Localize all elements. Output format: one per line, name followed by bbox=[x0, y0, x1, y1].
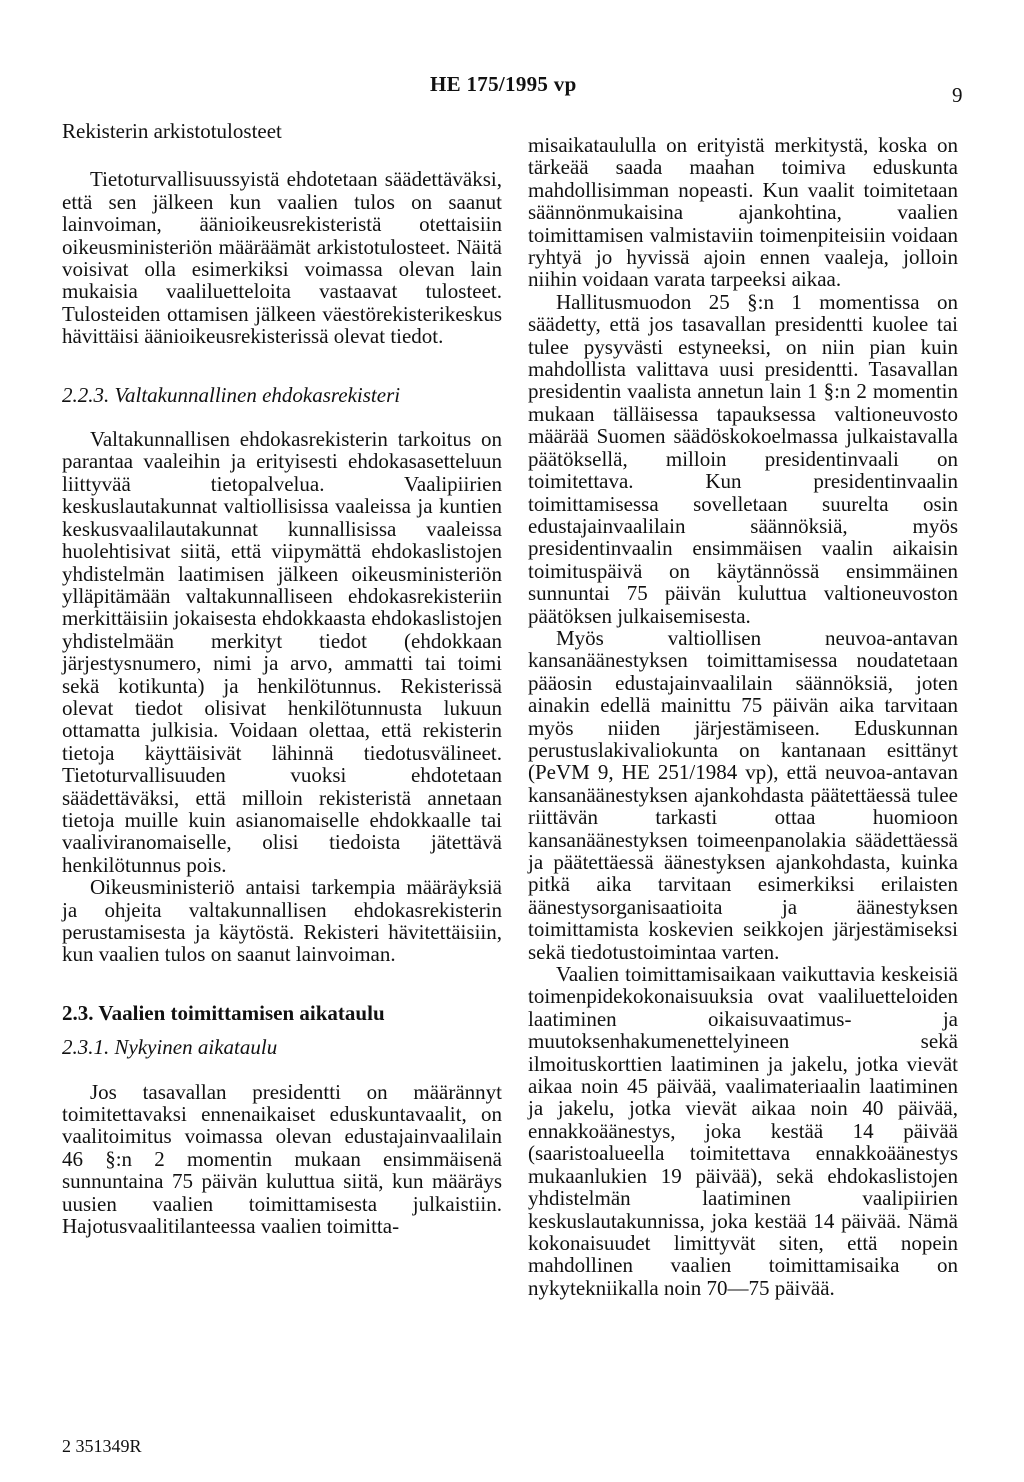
page-number: 9 bbox=[952, 83, 963, 107]
paragraph-presidential-election: Hallitusmuodon 25 §:n 1 momentissa on säädetty, että jos tasavallan presidentti kuolee tai tulee pysyvästi estyneeksi, on niin pian kuin mahdollista valittava uusi presidentti. Tasavallan presidentin vaalista annetun lain 1 §:n 2 momentin mukaan tälläisessa tapauksessa valtioneuvosto määrää Suomen säädöskokoelmassa julkaistavalla päätöksellä, milloin presidentinvaali on toimitettava. Kun presidentinvaalin toimittamisessa sovelletaan suurelta osin edustajainvaalilain säännöksiä, myös presidentinvaalin ensimmäisen vaalin aikaisin toimituspäivä on käytännössä ensimmäinen sunnuntai 75 päivän kuluttua valtioneuvoston päätöksen julkaisemisesta. bbox=[528, 289, 958, 628]
left-column bbox=[62, 120, 502, 1237]
footer-print-code: 2 351349R bbox=[62, 1436, 142, 1456]
section-heading-archive-printouts: Rekisterin arkistotulosteet bbox=[62, 119, 282, 143]
paragraph-ministry-instructions: Oikeusministeriö antaisi tarkempia määräyksiä ja ohjeita valtakunnallisen ehdokasrekisterin perustamisesta ja käytöstä. Rekisteri hävitettäisiin, kun vaalien tulos on saanut lainvoiman. bbox=[62, 875, 502, 967]
paragraph-referendum: Myös valtiollisen neuvoa-antavan kansanäänestyksen toimittamisessa noudatetaan pääosin edustajainvaalilain säännöksiä, joten ainakin edellä mainittu 75 päivän aika tarvitaan myös niiden järjestämiseen. Eduskunnan perustuslakivaliokunta on kantanaan esittänyt (PeVM 9, HE 251/1984 vp), että neuvoa-antavan kansanäänestyksen ajankohdasta päätettäessä tulee riittävän tarkasti ottaa huomioon kansanäänestyksen toimeenpanolakia säädettäessä ja päätettäessä äänestyksen ajankohdasta, kuinka pitkä aika tarvitaan esimerkiksi erilaisten äänestysorganisaatioita ja äänestyksen toimittamista koskevien seikkojen järjestämiseksi sekä tiedotustoimintaa varten. bbox=[528, 625, 958, 964]
section-heading-current-schedule: 2.3.1. Nykyinen aikataulu bbox=[62, 1035, 278, 1060]
paragraph-continuation: misaikataululla on erityistä merkitystä, koska on tärkeää saada maahan toimiva eduskunta mahdollisimman nopeasti. Kun vaalit toimitetaan säännönmukaisina ajankohtina, vaalien toimittamisen valmistaviin toimenpiteisiin voidaan ryhtyä jo hyvissä ajoin ennen vaaleja, jolloin niihin voidaan varata tarpeeksi aikaa. bbox=[528, 133, 958, 292]
right-column bbox=[528, 134, 958, 1299]
paragraph-archive-printouts: Tietoturvallisuussyistä ehdotetaan säädettäväksi, että sen jälkeen kun vaalien tulos on saanut lainvoiman, äänioikeusrekisteristä otettaisiin oikeusministeriön määräämät arkistotulosteet. Näitä voisivat olla esimerkiksi voimassa olevan lain mukaisia vaaliluetteloita vastaavat tulosteet. Tulosteiden ottamisen jälkeen väestörekisterikeskus hävittäisi äänioikeusrekisterissä olevat tiedot. bbox=[62, 167, 502, 349]
section-heading-candidate-register: 2.2.3. Valtakunnallinen ehdokasrekisteri bbox=[62, 382, 401, 407]
document-title: HE 175/1995 vp bbox=[430, 72, 577, 96]
paragraph-candidate-register: Valtakunnallisen ehdokasrekisterin tarkoitus on parantaa vaaleihin ja erityisesti ehdokasasetteluun liittyvää tietopalvelua. Vaalipiirien keskuslautakunnat valtiollisissa vaaleissa ja kuntien keskusvaalilautakunnat kunnallisissa vaaleissa huolehtisivat siitä, että viipymättä ehdokaslistojen yhdistelmän laatimisen jälkeen oikeusministeriön ylläpitämään valtakunnalliseen ehdokasrekisteriin merkittäisiin jokaisesta ehdokkaasta ehdokaslistojen yhdistelmään merkityt tiedot (ehdokkaan järjestysnumero, nimi ja arvo, ammatti tai toimi sekä kotikunta) ja henkilötunnus. Rekisterissä olevat tiedot olisivat henkilötunnusta lukuun ottamatta julkisia. Voidaan olettaa, että rekisterin tietoja käyttäisivät lähinnä tiedotusvälineet. Tietoturvallisuuden vuoksi ehdotetaan säädettäväksi, että milloin rekisteristä annetaan tietoja muille kuin asianomaiselle ehdokkaalle tai vaaliviranomaiselle, olisi tiedoista jätettävä henkilötunnus pois. bbox=[62, 427, 502, 877]
paragraph-early-elections: Jos tasavallan presidentti on määrännyt toimitettavaksi ennenaikaiset eduskuntavaalit, on vaalitoimitus voimassa olevan edustajainvaalilain 46 §:n 2 momentin mukaan ensimmäisenä sunnuntaina 75 päivän kuluttua siitä, kun määräys uusien vaalien toimittamisesta julkaistiin. Hajotusvaalitilanteessa vaalien toimitta- bbox=[62, 1079, 502, 1239]
paragraph-election-timeline: Vaalien toimittamisaikaan vaikuttavia keskeisiä toimenpidekokonaisuuksia ovat vaaliluetteloiden laatiminen oikaisuvaatimus- ja muutoksenhakumenettelyineen sekä ilmoituskorttien laatiminen ja jakelu, jotka vievät aikaa noin 45 päivää, vaalimateriaalin laatiminen ja jakelu, jotka vievät aikaa noin 40 päivää, ennakkoäänestys, joka kestää 14 päivää (saaristoalueella toimitettava ennakkoäänestys mukaanlukien 19 päivää), sekä ehdokaslistojen yhdistelmän laatiminen vaalipiirien keskuslautakunnissa, joka kestää 14 päivää. Nämä kokonaisuudet limittyvät siten, että nopein mahdollinen vaalien toimittamisaika on nykytekniikalla noin 70—75 päivää. bbox=[528, 962, 958, 1300]
section-heading-election-schedule: 2.3. Vaalien toimittamisen aikataulu bbox=[62, 1000, 385, 1025]
